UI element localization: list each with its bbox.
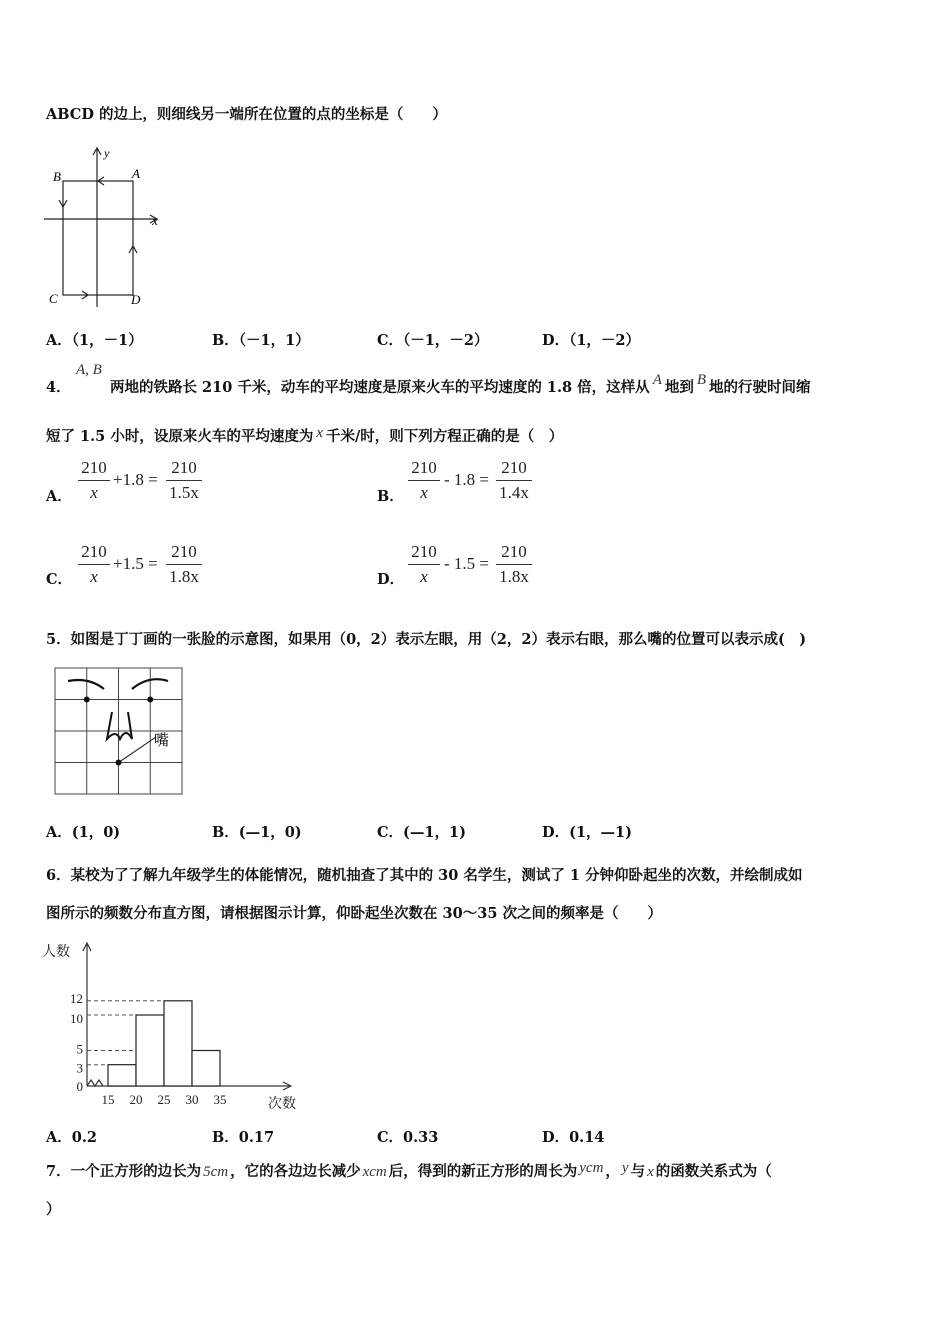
label-x: x [152, 213, 158, 228]
q4-a-op: +1.8 = [113, 470, 158, 489]
q4-option-c[interactable]: C． [46, 571, 73, 588]
q5-option-a[interactable]: A．(1，0) [46, 824, 121, 841]
q4-d-frac1: 210 x [408, 542, 440, 588]
label-y: y [104, 146, 110, 160]
q6-histogram [40, 938, 310, 1114]
q5-stem: 5．如图是丁丁画的一张脸的示意图，如果用（0，2）表示左眼，用（2，2）表示右眼，那么嘴的位置可以表示成( ) [46, 631, 807, 648]
q4-a-frac2: 210 1.5x [166, 458, 202, 504]
x-tick-20: 20 [129, 1092, 143, 1107]
q5-option-c[interactable]: C．(—1，1) [377, 824, 466, 841]
q4-b-frac2: 210 1.4x [496, 458, 532, 504]
q3-option-b[interactable]: B．（－1，1） [212, 332, 310, 349]
axis-break [87, 1080, 103, 1086]
x-tick-35: 35 [213, 1092, 227, 1107]
x-tick-25: 25 [157, 1092, 171, 1107]
q6-option-a[interactable]: A．0.2 [46, 1129, 97, 1146]
y-tick-5: 5 [76, 1041, 83, 1057]
q4-option-a[interactable]: A． [46, 488, 72, 505]
bar-30-35 [192, 1051, 220, 1087]
label-a: A [132, 166, 140, 181]
q6-line1: 6．某校为了了解九年级学生的体能情况，随机抽查了其中的 30 名学生，测试了 1 分钟仰卧起坐的次数，并绘制成如 [46, 867, 803, 884]
q3-stem: ABCD 的边上，则细线另一端所在位置的点的坐标是（ ） [46, 106, 447, 123]
bar-15-20 [108, 1065, 136, 1086]
q4-d-op: - 1.5 = [444, 554, 489, 573]
q5-face-grid [54, 667, 184, 797]
q3-rectangle-figure [44, 145, 164, 310]
q3-option-d[interactable]: D．（1，－2） [542, 332, 641, 349]
q4-line1: 两地的铁路长 210 千米，动车的平均速度是原来火车的平均速度的 1.8 倍，这样从 A 地到 B 地的行驶时间缩 [110, 372, 811, 396]
q6-option-c[interactable]: C．0.33 [377, 1129, 439, 1146]
q3-option-c[interactable]: C．（－1，－2） [377, 332, 489, 349]
q4-c-frac2: 210 1.8x [166, 542, 202, 588]
q6-line2: 图所示的频数分布直方图，请根据图示计算，仰卧起坐次数在 30～35 次之间的频率是（ ） [46, 905, 662, 922]
q5-option-b[interactable]: B．(—1，0) [212, 824, 302, 841]
x-tick-30: 30 [185, 1092, 199, 1107]
y-tick-10: 10 [70, 1011, 83, 1026]
q4-c-op: +1.5 = [113, 554, 158, 573]
q4-b-frac1: 210 x [408, 458, 440, 504]
q4-number: 4． [46, 379, 71, 396]
q4-ab: A, B [76, 362, 102, 378]
x-tick-15: 15 [101, 1092, 115, 1107]
q6-option-b[interactable]: B．0.17 [212, 1129, 275, 1146]
q3-option-a[interactable]: A．（1，－1） [46, 332, 143, 349]
q4-c-frac1: 210 x [78, 542, 110, 588]
q6-option-d[interactable]: D．0.14 [542, 1129, 605, 1146]
bar-25-30 [164, 1001, 192, 1086]
q7-line1: 7．一个正方形的边长为 5cm ，它的各边边长减少 xcm 后，得到的新正方形的周长为 ycm ， y 与 x 的函数关系式为（ [46, 1160, 772, 1180]
mouth-label: 嘴 [154, 733, 170, 749]
q4-a-frac1: 210 x [78, 458, 110, 504]
y-tick-3: 3 [76, 1060, 83, 1076]
q4-option-d[interactable]: D． [377, 571, 405, 588]
y-axis-label: 人数 [42, 945, 70, 960]
y-tick-0: 0 [76, 1079, 83, 1094]
label-b: B [53, 169, 61, 184]
q5-option-d[interactable]: D．(1，—1) [542, 824, 632, 841]
y-tick-12: 12 [70, 990, 83, 1006]
x-axis-label: 次数 [268, 1097, 296, 1112]
q4-d-frac2: 210 1.8x [496, 542, 532, 588]
bar-20-25 [136, 1015, 164, 1086]
q4-option-b[interactable]: B． [377, 488, 404, 505]
q7-line2: ） [46, 1201, 61, 1218]
q4-line2: 短了 1.5 小时，设原来火车的平均速度为 x 千米/时，则下列方程正确的是（ ） [46, 425, 564, 445]
q4-b-op: - 1.8 = [444, 470, 489, 489]
label-c: C [49, 291, 58, 306]
label-d: D [131, 292, 141, 307]
